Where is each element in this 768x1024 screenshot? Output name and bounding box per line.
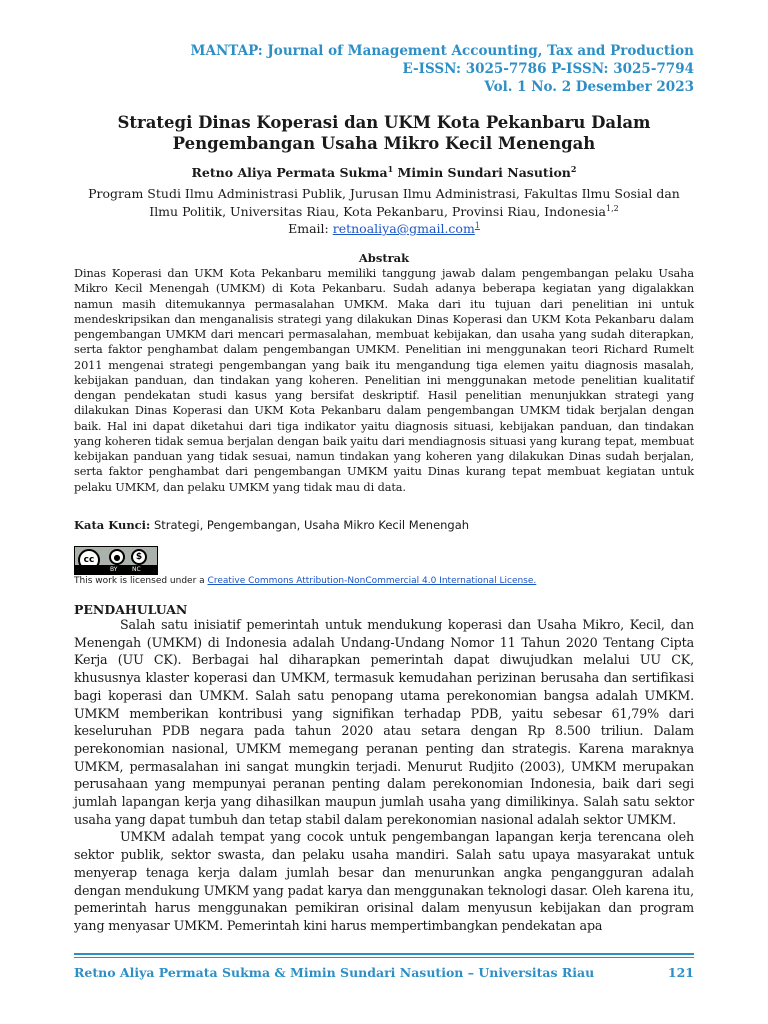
cc-text: cc bbox=[83, 555, 95, 565]
title-line-2: Pengembangan Usaha Mikro Kecil Menengah bbox=[172, 134, 596, 153]
nc-dollar-icon: $ bbox=[131, 549, 147, 565]
author-list bbox=[74, 165, 694, 180]
paper-page bbox=[74, 0, 694, 1024]
cc-badge-strip bbox=[75, 565, 157, 574]
journal-volume: Vol. 1 No. 2 Desember 2023 bbox=[484, 79, 694, 95]
affiliation bbox=[74, 185, 694, 221]
author-2-sup: 2 bbox=[570, 163, 577, 174]
keywords-text: Strategi, Pengembangan, Usaha Mikro Kecil Menengah bbox=[150, 518, 470, 532]
cc-by-label: BY bbox=[110, 566, 118, 573]
journal-name: MANTAP: Journal of Management Accounting, Tax and Production bbox=[190, 43, 694, 59]
author-1-sup: 1 bbox=[387, 163, 394, 174]
footer-authors: Retno Aliya Permata Sukma & Mimin Sundari Nasution – Universitas Riau bbox=[74, 965, 595, 980]
footer-rule-thin bbox=[74, 957, 694, 958]
paragraph-2: UMKM adalah tempat yang cocok untuk pengembangan lapangan kerja terencana oleh sektor publik, sektor swasta, dan pelaku usaha mandiri. Salah satu upaya masyarakat untuk menyerap tenaga kerja dalam jumlah besar dan menurunkan angka pengangguran adalah dengan mendukung UMKM yang padat karya dan menggunakan teknologi dasar. Oleh karena itu, pemerintah harus menggunakan pemikiran orisinal dalam menyusun kebijakan dan program yang menyasar UMKM. Pemerintah kini harus mempertimbangkan pendekatan apa bbox=[74, 829, 694, 933]
abstract-heading: Abstrak bbox=[358, 251, 410, 265]
license-link[interactable]: Creative Commons Attribution-NonCommercial 4.0 International License. bbox=[207, 576, 537, 586]
cc-nc-label: NC bbox=[132, 566, 141, 573]
footer-rule-thick bbox=[74, 953, 694, 955]
paper-title bbox=[74, 112, 694, 154]
license-prefix: This work is licensed under a bbox=[74, 576, 208, 586]
journal-issn: E-ISSN: 3025-7786 P-ISSN: 3025-7794 bbox=[402, 61, 694, 77]
affiliation-line-2: Ilmu Politik, Universitas Riau, Kota Pekanbaru, Provinsi Riau, Indonesia bbox=[149, 204, 607, 219]
author-1: Retno Aliya Permata Sukma bbox=[191, 165, 388, 180]
keywords-label: Kata Kunci: bbox=[74, 518, 151, 532]
author-2: Mimin Sundari Nasution bbox=[397, 165, 571, 180]
by-person-icon: ● bbox=[109, 549, 125, 565]
title-line-1: Strategi Dinas Koperasi dan UKM Kota Pekanbaru Dalam bbox=[117, 113, 651, 132]
affiliation-line-1: Program Studi Ilmu Administrasi Publik, Jurusan Ilmu Administrasi, Fakultas Ilmu Sosial dan bbox=[88, 186, 680, 201]
cc-license-badge[interactable] bbox=[74, 546, 158, 575]
license-line bbox=[74, 576, 536, 586]
email-line bbox=[74, 221, 694, 236]
section-heading: PENDAHULUAN bbox=[74, 602, 188, 617]
keywords bbox=[74, 518, 694, 532]
email-link[interactable]: retnoaliya@gmail.com bbox=[332, 221, 475, 236]
page-number: 121 bbox=[667, 965, 694, 980]
abstract-text: Dinas Koperasi dan UKM Kota Pekanbaru memiliki tanggung jawab dalam pengembangan pelaku Usaha Mikro Kecil Menengah (UMKM) di Kota Pekanbaru. Sudah adanya beberapa kegiatan yang digalakkan namun masih ditemukannya permasalahan UMKM. Maka dari itu tujuan dari penelitian ini untuk mendeskripsikan dan menganalisis strategi yang dilakukan Dinas Koperasi dan UKM Kota Pekanbaru dalam pengembangan UMKM dari mencari permasalahan, membuat kebijakan, dan usaha yang sudah diterapkan, serta faktor penghambat dalam pengembangan UMKM. Penelitian ini menggunakan teori Richard Rumelt 2011 mengenai strategi pengembangan yang baik itu mengandung tiga elemen yaitu diagnosis masalah, kebijakan panduan, dan tindakan yang koheren. Penelitian ini menggunakan metode penelitian kualitatif dengan pendekatan studi kasus yang bersifat deskriptif. Hasil penelitian menunjukkan strategi yang dilakukan Dinas Koperasi dan UKM Kota Pekanbaru dalam pengembangan UMKM tidak berjalan dengan baik. Hal ini dapat diketahui dari tiga indikator yaitu diagnosis situasi, kebijakan panduan, dan tindakan yang koheren tidak semua berjalan dengan baik yaitu dari mendiagnosis situasi yang kurang tepat, membuat kebijakan panduan yang tidak sesuai, namun tindakan yang koheren yang dilakukan Dinas sudah berjalan, serta faktor penghambat dari pengembangan UMKM yaitu Dinas kurang tepat membuat kegiatan untuk pelaku UMKM, dan pelaku UMKM yang tidak mau di data. bbox=[74, 267, 694, 494]
email-label: Email: bbox=[288, 221, 333, 236]
section-body bbox=[74, 616, 694, 935]
email-sup: 1 bbox=[474, 220, 480, 230]
paragraph-1: Salah satu inisiatif pemerintah untuk mendukung koperasi dan Usaha Mikro, Kecil, dan Menengah (UMKM) di Indonesia adalah Undang-Undang Nomor 11 Tahun 2020 Tentang Cipta Kerja (UU CK). Berbagai hal diharapkan pemerintah dapat diwujudkan melalui UU CK, khususnya klaster koperasi dan UMKM, termasuk kemudahan perizinan berusaha dan sertifikasi bagi koperasi dan UMKM. Salah satu penopang utama perekonomian bangsa adalah UMKM. UMKM memberikan kontribusi yang signifikan terhadap PDB, yaitu sebesar 61,79% dari keseluruhan PDB negara pada tahun 2020 atau setara dengan Rp 8.500 triliun. Dalam perekonomian nasional, UMKM memegang peranan penting dan strategis. Karena maraknya UMKM, permasalahan ini sangat mungkin terjadi. Menurut Rudjito (2003), UMKM merupakan perusahaan yang mempunyai peranan penting dalam perekonomian Indonesia, baik dari segi jumlah lapangan kerja yang dihasilkan maupun jumlah usaha yang dimilikinya. Salah satu sektor usaha yang dapat tumbuh dan tetap stabil dalam perekonomian nasional adalah sektor UMKM. bbox=[74, 617, 694, 827]
affiliation-sup: 1,2 bbox=[606, 203, 619, 213]
journal-header bbox=[191, 42, 694, 96]
